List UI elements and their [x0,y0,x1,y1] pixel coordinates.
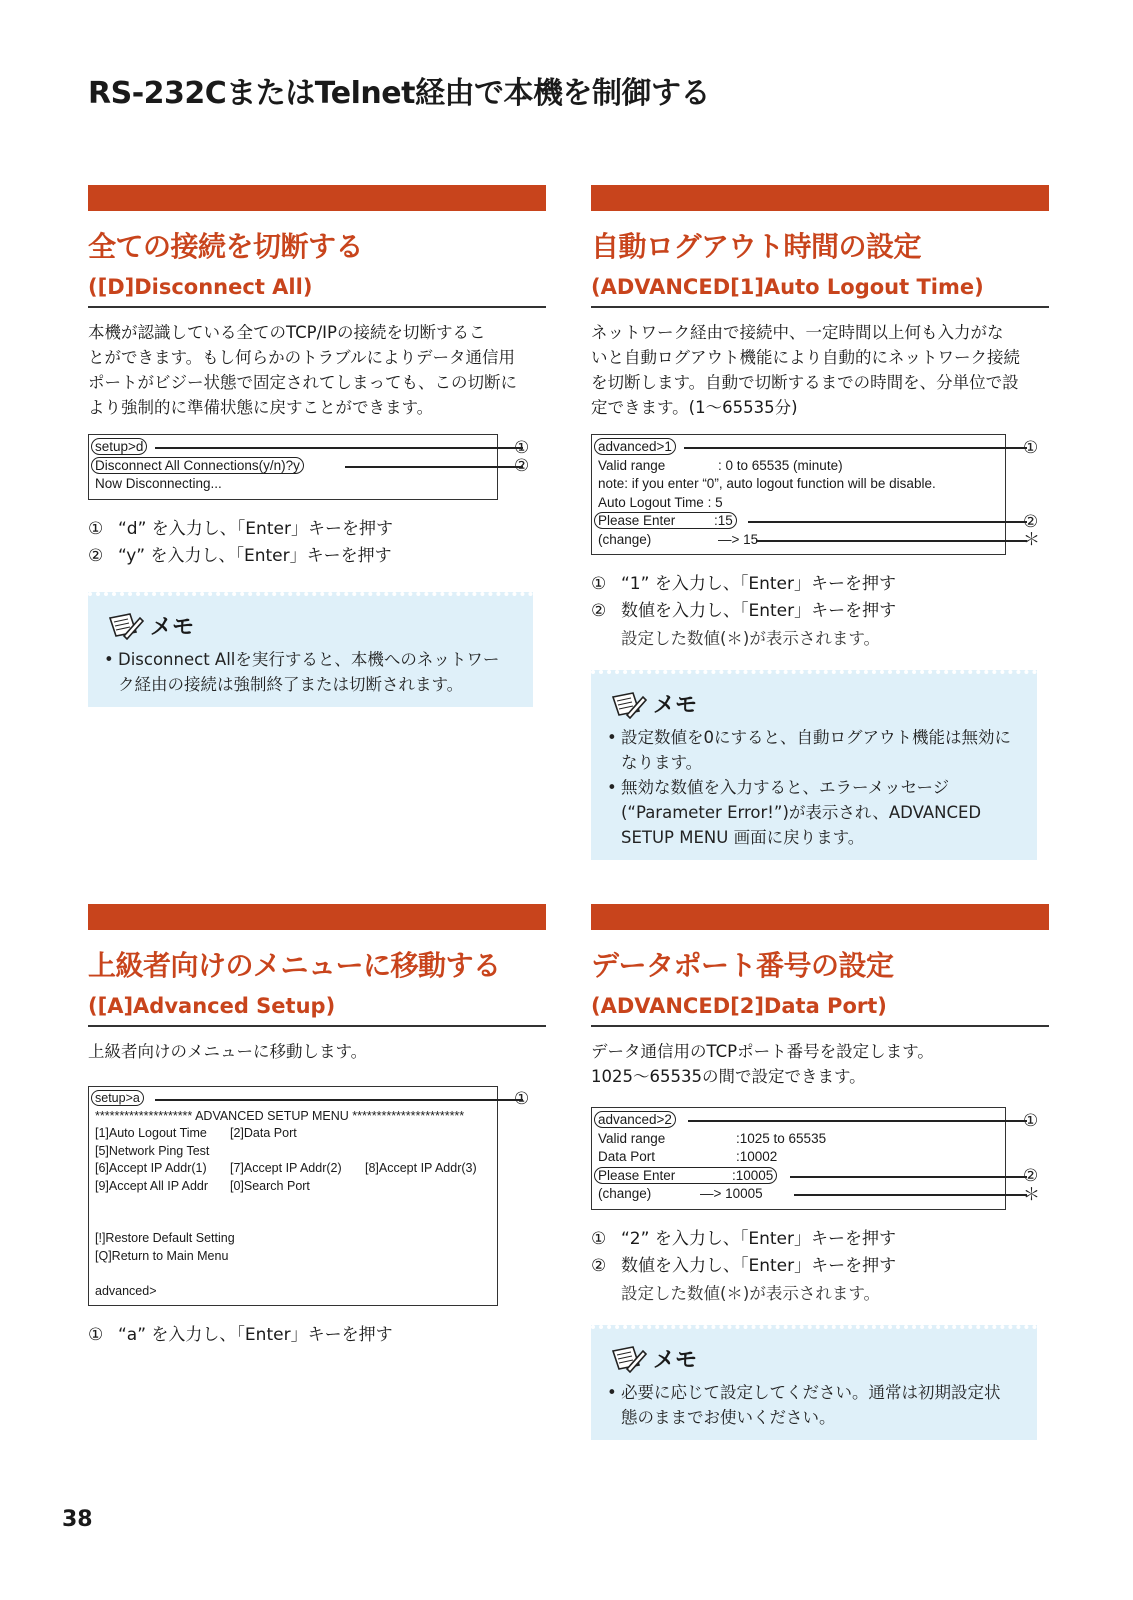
section-subtitle: ([A]Advanced Setup) [88,994,546,1027]
callout-marker-asterisk: ＊ [1023,530,1040,550]
section-title: 上級者向けのメニューに移動する [88,949,501,982]
step-item: ② 数値を入力し、「Enter」キーを押す [591,1255,897,1276]
callout-marker-2: ② [1023,1166,1039,1186]
memo-box [591,670,1037,860]
terminal-input: advanced>2 [594,1111,676,1128]
body-line: いと自動ログアウト機能により自動的にネットワーク接続 [591,348,1020,367]
step-item: ① “1” を入力し、「Enter」キーを押す [591,574,896,594]
pencil-memo-icon [607,1343,647,1373]
callout-marker-2: ② [514,456,530,476]
body-line: ポートがビジー状態で固定されてしまっても、この切断に [88,373,517,392]
memo-header: メモ [607,688,1023,719]
body-line: ネットワーク経由で接続中、一定時間以上何も入力がな [591,323,1004,342]
section-color-bar [88,185,546,211]
pencil-memo-icon [607,689,647,719]
section-title: 全ての接続を切断する [88,230,364,263]
page-title: RS-232CまたはTelnet経由で本機を制御する [88,76,710,111]
step-item: ① “a” を入力し、「Enter」キーを押す [88,1325,393,1345]
terminal-input: Please Enter :10005 [594,1167,777,1184]
terminal-input: setup>a [91,1090,144,1106]
terminal-screen [88,434,498,500]
terminal-example [591,434,1040,555]
callout-marker-1: ① [1023,438,1039,458]
step-item: ① “d” を入力し、「Enter」キーを押す [88,518,393,539]
section-subtitle: ([D]Disconnect All) [88,275,546,308]
body-line: 本機が認識している全てのTCP/IPの接続を切断するこ [88,323,486,342]
terminal-input: setup>d [91,438,147,455]
section-auto-logout [591,185,1049,860]
step-list [591,1226,1049,1307]
terminal-input: advanced>1 [594,438,676,455]
section-description [88,1039,546,1064]
section-subtitle: (ADVANCED[1]Auto Logout Time) [591,275,1049,308]
pencil-memo-icon [104,610,144,640]
step-list [88,1322,546,1349]
callout-marker-1: ① [1023,1111,1039,1131]
memo-item: • 設定数値を0にすると、自動ログアウト機能は無効に なります。 [607,725,1023,775]
section-description [591,320,1049,420]
body-line: 上級者向けのメニューに移動します。 [88,1042,368,1061]
callout-marker-2: ② [1023,512,1039,532]
section-title: 自動ログアウト時間の設定 [591,230,922,263]
memo-item: • 無効な数値を入力すると、エラーメッセージ (“Parameter Error!”)が表示され、ADVANCED SETUP MENU 画面に戻ります。 [607,775,1023,850]
memo-box [88,592,533,707]
section-color-bar [88,904,546,930]
terminal-screen: advanced>1 Valid range : 0 to 65535 (minute) note: if you enter “0”, auto logout function will be disable. Auto Logout Time : 5 Please Enter :15 (change) —> 15 [591,434,1006,555]
terminal-screen: advanced>2 Valid range :1025 to 65535 Data Port :10002 Please Enter :10005 (change) —> 10005 [591,1107,1006,1210]
section-title: データポート番号の設定 [591,949,894,982]
memo-item: • Disconnect Allを実行すると、本機へのネットワー ク経由の接続は強制終了または切断されます。 [104,647,519,697]
terminal-input: Disconnect All Connections(y/n)?y [91,457,304,474]
section-color-bar [591,185,1049,211]
step-note: 設定した数値(＊)が表示されます。 [621,1283,881,1303]
section-disconnect-all [88,185,546,707]
callout-marker-asterisk: ＊ [1023,1185,1040,1205]
body-line: を切断します。自動で切断するまでの時間を、分単位で設 [591,373,1019,392]
body-line: 1025〜65535の間で設定できます。 [591,1067,866,1086]
body-line: より強制的に準備状態に戻すことができます。 [88,398,434,417]
terminal-screen: setup>a ******************** ADVANCED SETUP MENU *********************** [1]Auto Logout Time [2]Data Port [5]Network Ping Test [6]Accept IP Addr(1) [7]Accept IP Addr(2) [8]Accept IP Addr(3) [9]Accept All IP Addr [0]Search Port [!]Restore Default Setting [Q]Return to Main Menu advanced> [88,1086,498,1306]
step-list [88,516,546,570]
callout-marker-1: ① [514,1089,530,1109]
terminal-output: Now Disconnecting... [95,476,222,491]
step-note: 設定した数値(＊)が表示されます。 [621,629,881,648]
section-color-bar [591,904,1049,930]
memo-header: メモ [104,610,519,641]
step-item: ② 数値を入力し、「Enter」キーを押す [591,601,897,621]
step-item: ① “2” を入力し、「Enter」キーを押す [591,1228,896,1249]
body-line: データ通信用のTCPポート番号を設定します。 [591,1042,934,1061]
step-item: ② “y” を入力し、「Enter」キーを押す [88,545,392,566]
step-list [591,571,1049,652]
terminal-example [88,434,530,500]
body-line: とができます。もし何らかのトラブルによりデータ通信用 [88,348,516,367]
section-advanced-setup [88,904,546,1349]
body-line: 定できます。(1〜65535分) [591,398,798,417]
section-description [591,1039,1049,1089]
section-description [88,320,546,420]
section-data-port [591,904,1049,1440]
terminal-input: Please Enter :15 [594,512,737,529]
terminal-example [591,1107,1040,1210]
section-subtitle: (ADVANCED[2]Data Port) [591,994,1049,1027]
memo-header: メモ [607,1343,1023,1374]
page-number: 38 [62,1507,93,1532]
callout-marker-1: ① [514,438,530,458]
terminal-example [88,1086,530,1306]
memo-item: • 必要に応じて設定してください。通常は初期設定状 態のままでお使いください。 [607,1380,1023,1430]
memo-box [591,1325,1037,1440]
